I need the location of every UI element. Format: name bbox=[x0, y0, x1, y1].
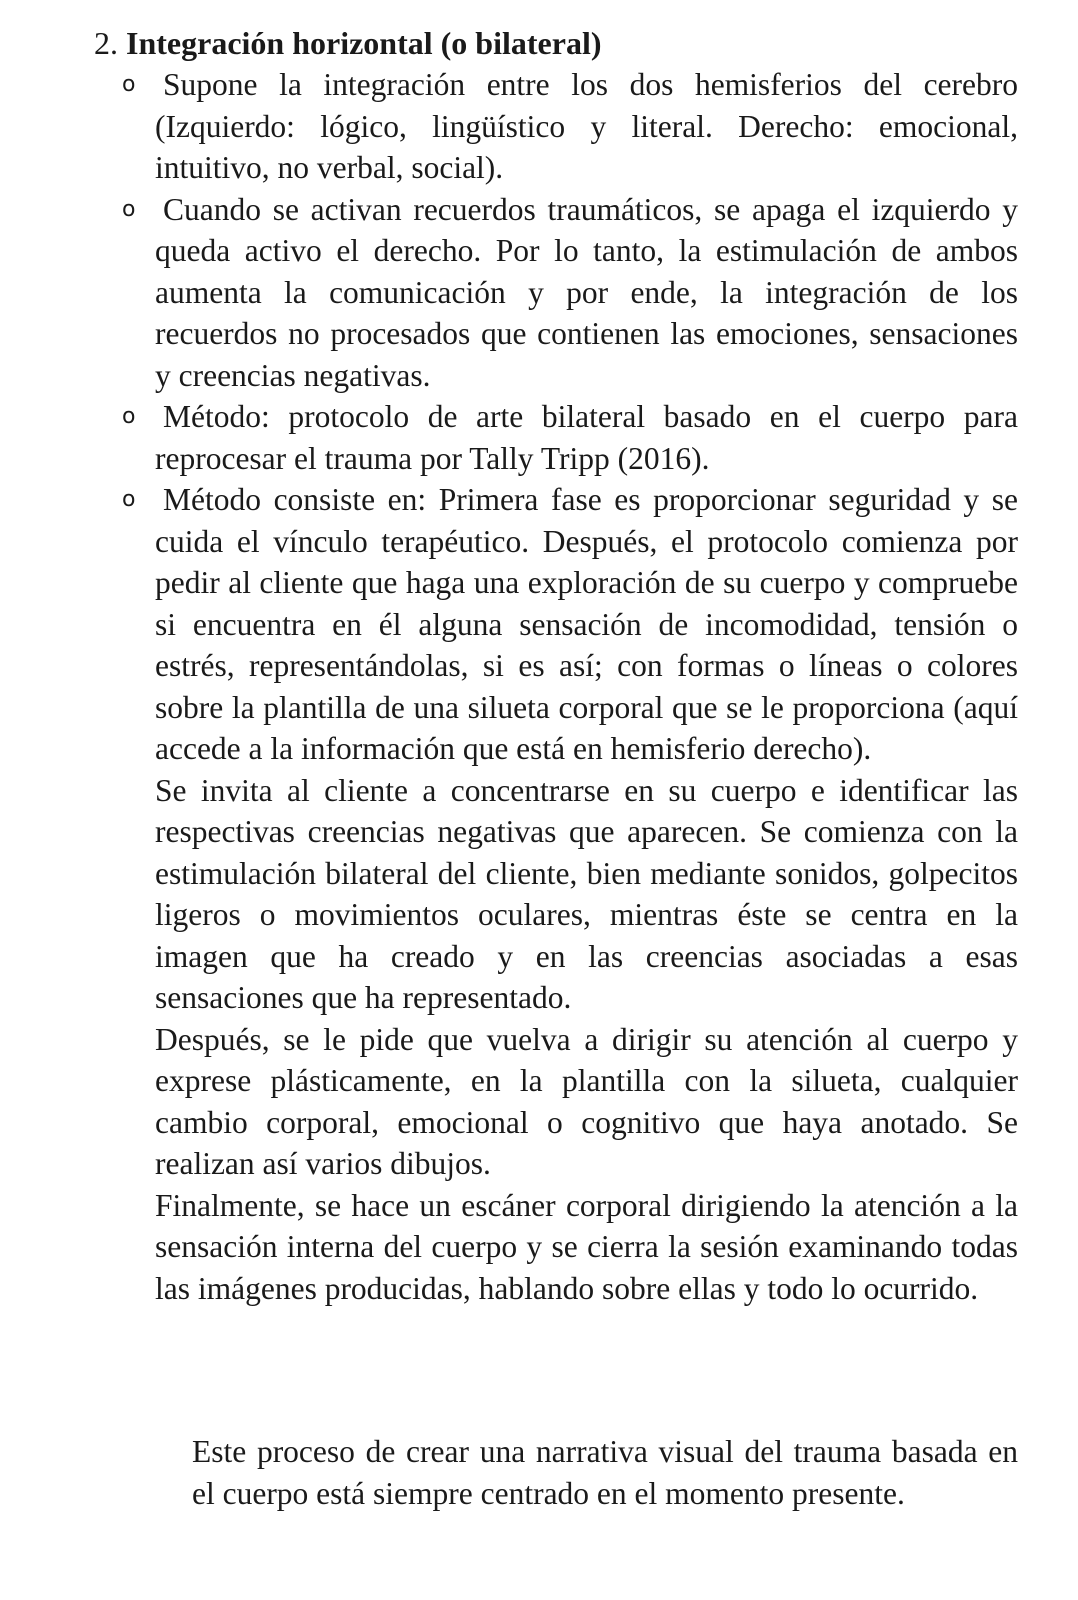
closing-block bbox=[192, 1431, 1018, 1514]
section-heading bbox=[94, 22, 601, 64]
bullet-icon: o bbox=[122, 487, 136, 512]
closing-paragraph: Este proceso de crear una narrativa visual del trauma basada en el cuerpo está siempre centrado en el momento presente. bbox=[192, 1434, 1018, 1511]
continuation-paragraph: Finalmente, se hace un escáner corporal dirigiendo la atención a la sensación interna del cuerpo y se cierra la sesión examinando todas las imágenes producidas, hablando sobre ellas y todo lo ocurrido. bbox=[155, 1187, 1018, 1306]
list-item bbox=[122, 396, 1018, 479]
bullet-text: Método: protocolo de arte bilateral basado en el cuerpo para reprocesar el trauma por Tally Tripp (2016). bbox=[155, 399, 1018, 476]
bullet-list bbox=[122, 64, 1018, 1309]
list-item bbox=[122, 479, 1018, 770]
bullet-text: Cuando se activan recuerdos traumáticos, se apaga el izquierdo y queda activo el derecho. Por lo tanto, la estimulación de ambos aumenta la comunicación y por ende, la integración de los recuerdos no procesados que contienen las emociones, sensaciones y creencias negativas. bbox=[155, 191, 1018, 393]
bullet-icon: o bbox=[122, 72, 136, 97]
continuation-paragraph: Después, se le pide que vuelva a dirigir su atención al cuerpo y exprese plásticamente, en la plantilla con la silueta, cualquier cambio corporal, emocional o cognitivo que haya anotado. Se realizan así varios dibujos. bbox=[155, 1021, 1018, 1181]
bullet-icon: o bbox=[122, 196, 136, 222]
bullet-text: Supone la integración entre los dos hemisferios del cerebro (Izquierdo: lógico, lingüístico y literal. Derecho: emocional, intuitivo, no verbal, social). bbox=[155, 67, 1018, 185]
list-item bbox=[122, 64, 1018, 189]
bullet-text: Método consiste en: Primera fase es proporcionar seguridad y se cuida el vínculo terapéutico. Después, el protocolo comienza por pedir al cliente que haga una exploración de su cuerpo y compruebe si encuentra en él alguna sensación de incomodidad, tensión o estrés, representándolas, si es así; con formas o líneas o colores sobre la plantilla de una silueta corporal que se le proporciona (aquí accede a la información que está en hemisferio derecho). bbox=[155, 482, 1018, 766]
section-number: 2. bbox=[94, 25, 118, 61]
continuation-paragraph: Se invita al cliente a concentrarse en su cuerpo e identificar las respectivas creencias negativas que aparecen. Se comienza con la estimulación bilateral del cliente, bien mediante sonidos, golpecitos ligeros o movimientos oculares, mientras éste se centra en la imagen que ha creado y en las creencias asociadas a esas sensaciones que ha representado. bbox=[155, 772, 1018, 1015]
section-title: Integración horizontal (o bilateral) bbox=[126, 25, 602, 61]
list-item bbox=[122, 189, 1018, 397]
bullet-icon: o bbox=[122, 404, 136, 429]
